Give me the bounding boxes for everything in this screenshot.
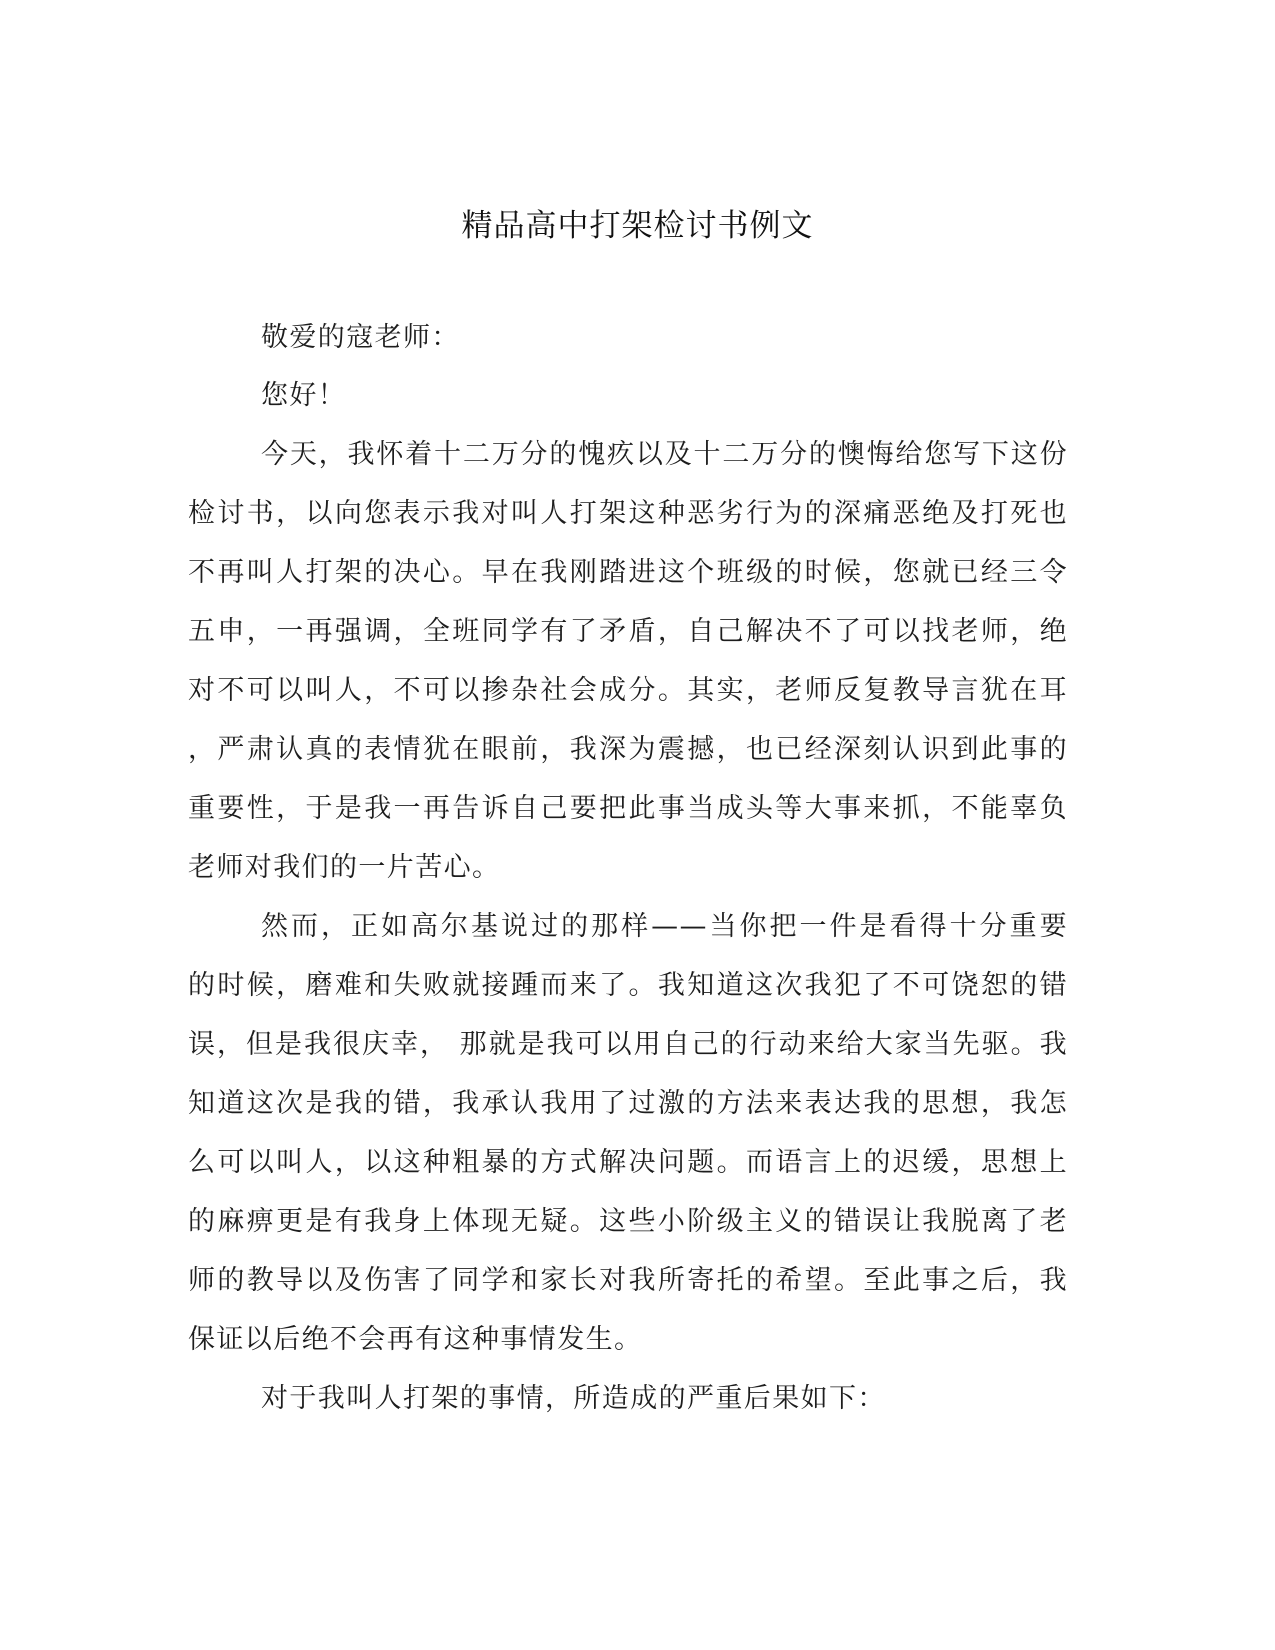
paragraph-2-line-2: 的时候，磨难和失败就接踵而来了。我知道这次我犯了不可饶恕的错	[188, 970, 1068, 1001]
paragraph-1-line-4: 五申，一再强调，全班同学有了矛盾，自己解决不了可以找老师，绝	[188, 616, 1068, 647]
paragraph-2-line-5: 么可以叫人，以这种粗暴的方式解决问题。而语言上的迟缓，思想上	[188, 1147, 1068, 1178]
paragraph-1-line-1: 今天，我怀着十二万分的愧疚以及十二万分的懊悔给您写下这份	[261, 439, 1068, 470]
document-title: 精品高中打架检讨书例文	[461, 208, 814, 244]
paragraph-1-line-7: 重要性，于是我一再告诉自己要把此事当成头等大事来抓，不能辜负	[188, 793, 1068, 824]
paragraph-2-line-6: 的麻痹更是有我身上体现无疑。这些小阶级主义的错误让我脱离了老	[188, 1206, 1068, 1237]
salutation: 敬爱的寇老师：	[261, 322, 460, 353]
paragraph-1-line-6: ，严肃认真的表情犹在眼前，我深为震撼，也已经深刻认识到此事的	[188, 734, 1068, 765]
paragraph-2-line-8: 保证以后绝不会再有这种事情发生。	[188, 1324, 643, 1355]
paragraph-2-line-1: 然而，正如高尔基说过的那样——当你把一件是看得十分重要	[261, 911, 1068, 942]
paragraph-2-line-7: 师的教导以及伤害了同学和家长对我所寄托的希望。至此事之后，我	[188, 1265, 1068, 1296]
paragraph-2-line-3: 误，但是我很庆幸， 那就是我可以用自己的行动来给大家当先驱。我	[188, 1029, 1068, 1060]
paragraph-1-line-5: 对不可以叫人，不可以掺杂社会成分。其实，老师反复教导言犹在耳	[188, 675, 1068, 706]
paragraph-1-line-2: 检讨书，以向您表示我对叫人打架这种恶劣行为的深痛恶绝及打死也	[188, 498, 1068, 529]
paragraph-1-line-3: 不再叫人打架的决心。早在我刚踏进这个班级的时候，您就已经三令	[188, 557, 1068, 588]
paragraph-3-line-1: 对于我叫人打架的事情，所造成的严重后果如下：	[261, 1383, 886, 1414]
paragraph-1-line-8: 老师对我们的一片苦心。	[188, 852, 501, 883]
greeting: 您好！	[261, 380, 347, 411]
paragraph-2-line-4: 知道这次是我的错，我承认我用了过激的方法来表达我的思想，我怎	[188, 1088, 1068, 1119]
